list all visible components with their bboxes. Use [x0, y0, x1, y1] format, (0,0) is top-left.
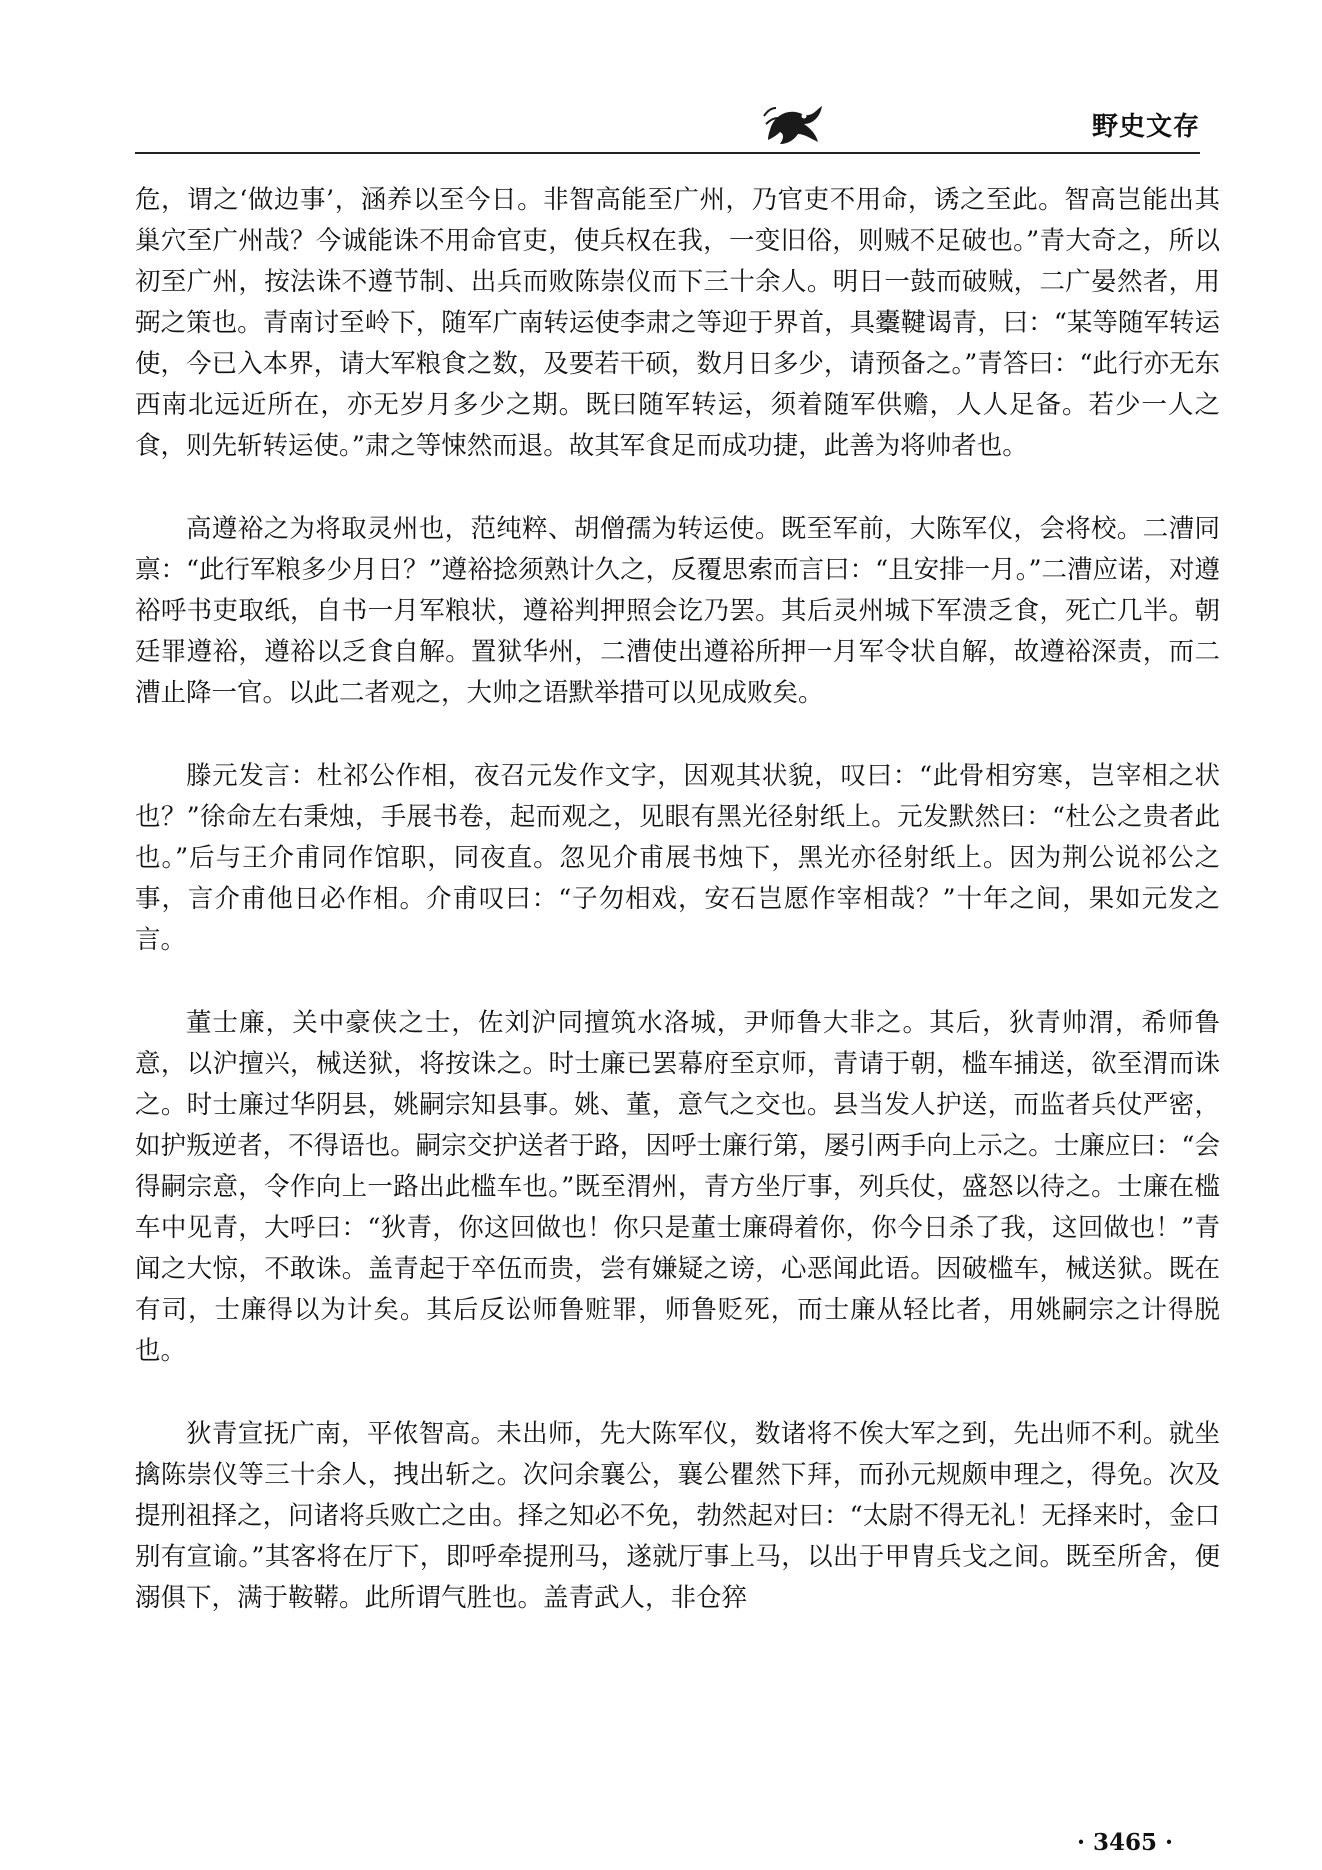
- running-header: [135, 92, 1200, 154]
- page-number: · 3465 ·: [1077, 1829, 1174, 1856]
- paragraph-2: 高遵裕之为将取灵州也，范纯粹、胡僧孺为转运使。既至军前，大陈军仪，会将校。二漕同禀：“此行军粮多少月日？”遵裕捻须熟计久之，反覆思索而言曰：“且安排一月。”二漕应诺，对遵裕呼书吏取纸，自书一月军粮状，遵裕判押照会讫乃罢。其后灵州城下军溃乏食，死亡几半。朝廷罪遵裕，遵裕以乏食自解。置狱华州，二漕使出遵裕所押一月军令状自解，故遵裕深责，而二漕止降一官。以此二者观之，大帅之语默举措可以见成败矣。: [135, 514, 1220, 708]
- paragraph-1: 危，谓之‘做边事’，涵养以至今日。非智高能至广州，乃官吏不用命，诱之至此。智高岂能出其巢穴至广州哉？今诚能诛不用命官吏，使兵权在我，一变旧俗，则贼不足破也。”青大奇之，所以初至广州，按法诛不遵节制、出兵而败陈崇仪而下三十余人。明日一鼓而破贼，二广晏然者，用弼之策也。青南讨至岭下，随军广南转运使李肃之等迎于界首，具櫜鞬谒青，曰：“某等随军转运使，今已入本界，请大军粮食之数，及要若干硕，数月日多少，请预备之。”青答曰：“此行亦无东西南北远近所在，亦无岁月多少之期。既曰随军转运，须着随军供赡，人人足备。若少一人之食，则先斩转运使。”肃之等悚然而退。故其军食足而成功捷，此善为将帅者也。: [135, 185, 1220, 461]
- dragon-emblem-icon: [760, 96, 830, 152]
- series-title: 野史文存: [1091, 112, 1200, 142]
- main-text: [135, 180, 1220, 1619]
- paragraph-4: 董士廉，关中豪侠之士，佐刘沪同擅筑水洛城，尹师鲁大非之。其后，狄青帅渭，希师鲁意，以沪擅兴，械送狱，将按诛之。时士廉已罢幕府至京师，青请于朝，槛车捕送，欲至渭而诛之。时士廉过华阴县，姚嗣宗知县事。姚、董，意气之交也。县当发人护送，而监者兵仗严密，如护叛逆者，不得语也。嗣宗交护送者于路，因呼士廉行第，屡引两手向上示之。士廉应曰：“会得嗣宗意，令作向上一路出此槛车也。”既至渭州，青方坐厅事，列兵仗，盛怒以待之。士廉在槛车中见青，大呼曰：“狄青，你这回做也！你只是董士廉碍着你，你今日杀了我，这回做也！”青闻之大惊，不敢诛。盖青起于卒伍而贵，尝有嫌疑之谤，心恶闻此语。因破槛车，械送狱。既在有司，士廉得以为计矣。其后反讼师鲁赃罪，师鲁贬死，而士廉从轻比者，用姚嗣宗之计得脱也。: [135, 1008, 1220, 1366]
- header-rule: [135, 152, 1200, 154]
- paragraph-5: 狄青宣抚广南，平侬智高。未出师，先大陈军仪，数诸将不俟大军之到，先出师不利。就坐擒陈崇仪等三十余人，拽出斩之。次问余襄公，襄公瞿然下拜，而孙元规颇申理之，得免。次及提刑祖择之，问诸将兵败亡之由。择之知必不免，勃然起对曰：“太尉不得无礼！无择来时，金口别有宣谕。”其客将在厅下，即呼牵提刑马，遂就厅事上马，以出于甲胄兵戈之间。既至所舍，便溺俱下，满于鞍鞯。此所谓气胜也。盖青武人，非仓猝: [135, 1419, 1220, 1613]
- paragraph-3: 滕元发言：杜祁公作相，夜召元发作文字，因观其状貌，叹曰：“此骨相穷寒，岂宰相之状也？”徐命左右秉烛，手展书卷，起而观之，见眼有黑光径射纸上。元发默然曰：“杜公之贵者此也。”后与王介甫同作馆职，同夜直。忽见介甫展书烛下，黑光亦径射纸上。因为荆公说祁公之事，言介甫他日必作相。介甫叹曰：“子勿相戏，安石岂愿作宰相哉？”十年之间，果如元发之言。: [135, 761, 1220, 955]
